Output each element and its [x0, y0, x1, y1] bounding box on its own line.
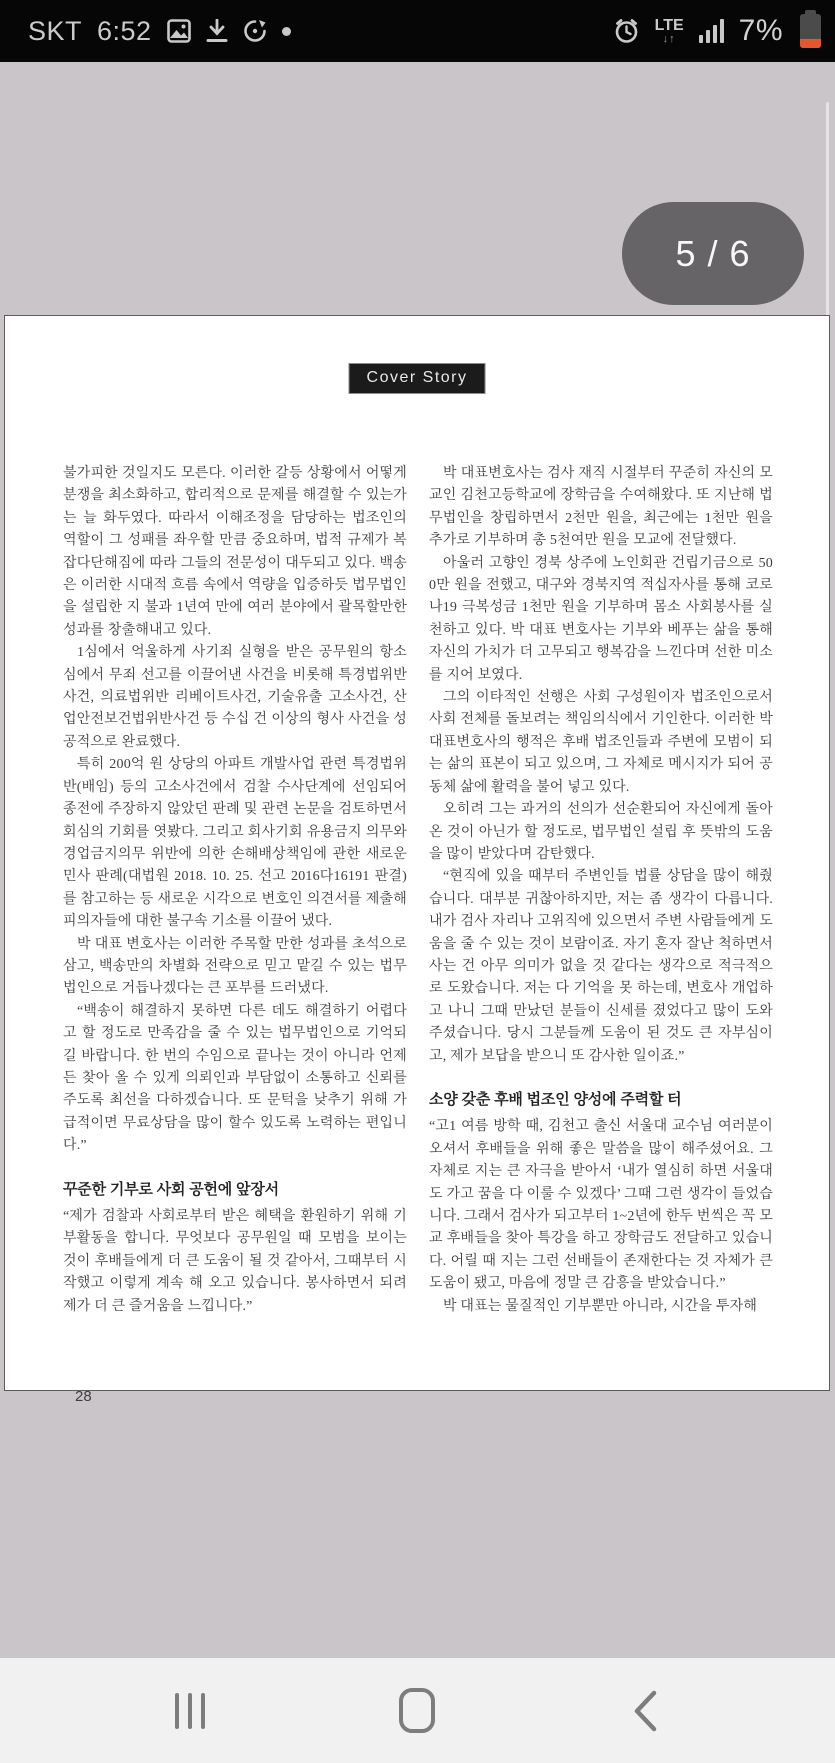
cover-story-label: Cover Story	[366, 369, 468, 386]
paragraph: 박 대표변호사는 검사 재직 시절부터 꾸준히 자신의 모교인 김천고등학교에 장학금을 수여해왔다. 또 지난해 법무법인을 창립하면서 2천만 원을, 최근에는 1천만 원을 추가로 기부하며 총 5천여만 원을 모교에 전달했다.	[429, 466, 773, 549]
paragraph: 그의 이타적인 선행은 사회 구성원이자 법조인으로서 사회 전체를 돌보려는 책임의식에서 기인한다. 이러한 박 대표변호사의 행적은 후배 법조인들과 주변에 모범이 되는 삶의 표본이 되고 있으며, 그 자체로 메시지가 되어 공동체 삶에 활력을 불어 넣고 있다.	[429, 690, 773, 795]
paragraph: 오히려 그는 과거의 선의가 선순환되어 자신에게 돌아온 것이 아닌가 할 정도로, 법무법인 설립 후 뜻밖의 도움을 많이 받았다며 감탄했다.	[429, 802, 773, 862]
home-button[interactable]	[362, 1658, 472, 1763]
paragraph: “제가 검찰과 사회로부터 받은 혜택을 환원하기 위해 기부활동을 합니다. 무엇보다 공무원일 때 모범을 보이는 것이 후배들에게 더 큰 도움이 될 것 같아서, 그때부터 시작했고 이렇게 계속 해 오고 있습니다. 봉사하면서 되려 제가 더 큰 즐거움을 느낍니다.”	[63, 1209, 407, 1314]
home-icon	[399, 1688, 435, 1733]
battery-icon	[800, 14, 821, 48]
recents-icon	[175, 1693, 205, 1729]
navigation-bar	[0, 1658, 835, 1763]
paragraph: “현직에 있을 때부터 주변인들 법률 상담을 많이 해줬습니다. 대부분 귀찮아하지만, 저는 좀 생각이 다릅니다. 내가 검사 자리나 고위직에 있으면서 주변 사람들에게 도움을 줄 수 있는 것이 보람이죠. 자기 혼자 잘난 척하면서 사는 건 아무 의미가 없을 것 같다는 생각으로 적극적으로 도왔습니다. 저는 다 기억을 못 하는데, 변호사 개업하고 나니 그때 만났던 분들이 신세를 졌었다고 많이 도와주셨습니다. 당시 그분들께 도움이 된 것도 큰 자부심이고, 제가 보답을 받으니 또 감사한 일이죠.”	[429, 869, 773, 1064]
sync-icon	[243, 19, 267, 43]
document-page[interactable]	[4, 315, 830, 1405]
page-indicator-label: 5 / 6	[675, 232, 751, 274]
lte-icon: LTE ↓↑	[654, 16, 684, 45]
paragraph: “고1 여름 방학 때, 김천고 출신 서울대 교수님 여러분이 오셔서 후배들을 위해 좋은 말씀을 많이 해주셨어요. 그 자체로 지는 큰 자극을 받아서 ‘내가 열심히 하면 서울대도 가고 꿈을 다 이룰 수 있겠다’ 그때 그런 생각이 들었습니다. 그래서 검사가 되고부터 1~2년에 한두 번씩은 꼭 모교 후배들을 찾아 특강을 하고 장학금도 전달하고 있습니다. 어릴 때 지는 그런 선배들이 존재한다는 것 자체가 큰 도움이 됐고, 마음에 정말 큰 감흥을 받았습니다.”	[429, 1119, 773, 1292]
paragraph: 박 대표는 물질적인 기부뿐만 아니라, 시간을 투자해	[443, 1298, 758, 1314]
carrier-label: SKT	[28, 15, 83, 46]
page-indicator-pill	[622, 202, 804, 305]
gallery-icon	[167, 19, 191, 43]
download-icon	[206, 19, 228, 43]
paragraph: 1심에서 억울하게 사기죄 실형을 받은 공무원의 항소심에서 무죄 선고를 이끌어낸 사건을 비롯해 특경법위반 사건, 의료법위반 리베이트사건, 기술유출 고소사건, 산업안전보건법위반사건 등 수십 건 이상의 형사 사건을 성공적으로 완료했다.	[63, 645, 407, 750]
back-icon	[632, 1690, 658, 1732]
article-left-column	[63, 463, 407, 1318]
battery-percent-label: 7%	[738, 14, 783, 47]
recents-button[interactable]	[135, 1658, 245, 1763]
alarm-icon	[613, 18, 640, 44]
status-bar	[0, 0, 835, 62]
pdf-viewer-area[interactable]	[0, 62, 835, 1658]
section-subheading: 꾸준한 기부로 사회 공헌에 앞장서	[63, 1180, 279, 1198]
signal-icon	[699, 19, 724, 43]
back-button[interactable]	[590, 1658, 700, 1763]
notification-dot	[282, 27, 291, 36]
scrollbar[interactable]	[826, 102, 829, 317]
paragraph: 아울러 고향인 경북 상주에 노인회관 건립기금으로 500만 원을 전했고, 대구와 경북지역 적십자사를 통해 코로나19 극복성금 1천만 원을 기부하며 몸소 사회봉사를 실천하고 있다. 박 대표 변호사는 기부와 베푸는 삶을 통해 자신의 가치가 더 고무되고 행복감을 느낀다며 선한 미소를 지어 보였다.	[429, 555, 773, 683]
paragraph: 불가피한 것일지도 모른다. 이러한 갈등 상황에서 어떻게 분쟁을 최소화하고, 합리적으로 문제를 해결할 수 있는가는 늘 화두였다. 따라서 이해조정을 담당하는 법조인의 역할이 그 성패를 좌우할 만큼 중요하며, 법적 규제가 복잡다단해짐에 따라 그들의 전문성이 대두되고 있다. 백송은 이러한 시대적 흐름 속에서 역량을 입증하듯 법무법인을 설립한 지 불과 1년여 만에 여러 분야에서 괄목할만한 성과를 창출해내고 있다.	[63, 466, 407, 638]
paragraph: “백송이 해결하지 못하면 다른 데도 해결하기 어렵다고 할 정도로 만족감을 줄 수 있는 법무법인으로 기억되길 바랍니다. 한 번의 수임으로 끝나는 것이 아니라 언제든 찾아 올 수 있게 의뢰인과 부담없이 소통하고 신뢰를 주도록 최선을 다하겠습니다. 또 문턱을 낮추기 위해 가급적이면 무료상담을 많이 할수 있도록 노력하는 편입니다.”	[63, 1003, 407, 1154]
clock-label: 6:52	[97, 15, 152, 46]
paragraph: 특히 200억 원 상당의 아파트 개발사업 관련 특경법위반(배임) 등의 고소사건에서 검찰 수사단계에 선임되어 종전에 주장하지 않았던 판례 및 관련 논문을 검토하면서 회심의 기회를 엿봤다. 그리고 회사기회 유용금지 의무와 경업금지의무 위반에 의한 손해배상책임에 관한 새로운 민사 판례(대법원 2018. 10. 25. 선고 2016다16191 판결)를 참고하는 등 새로운 시각으로 변호인 의견서를 제출해 피의자들에 대한 불구속 기소를 이끌어 냈다.	[63, 757, 407, 930]
paragraph: 박 대표 변호사는 이러한 주목할 만한 성과를 초석으로 삼고, 백송만의 차별화 전략으로 믿고 맡길 수 있는 법무법인으로 거듭나겠다는 큰 포부를 드러냈다.	[63, 936, 407, 997]
page-number: 28	[75, 1388, 92, 1405]
cover-story-tag	[349, 363, 486, 394]
article-right-column	[429, 463, 773, 1318]
section-subheading: 소양 갖춘 후배 법조인 양성에 주력할 터	[429, 1090, 682, 1108]
